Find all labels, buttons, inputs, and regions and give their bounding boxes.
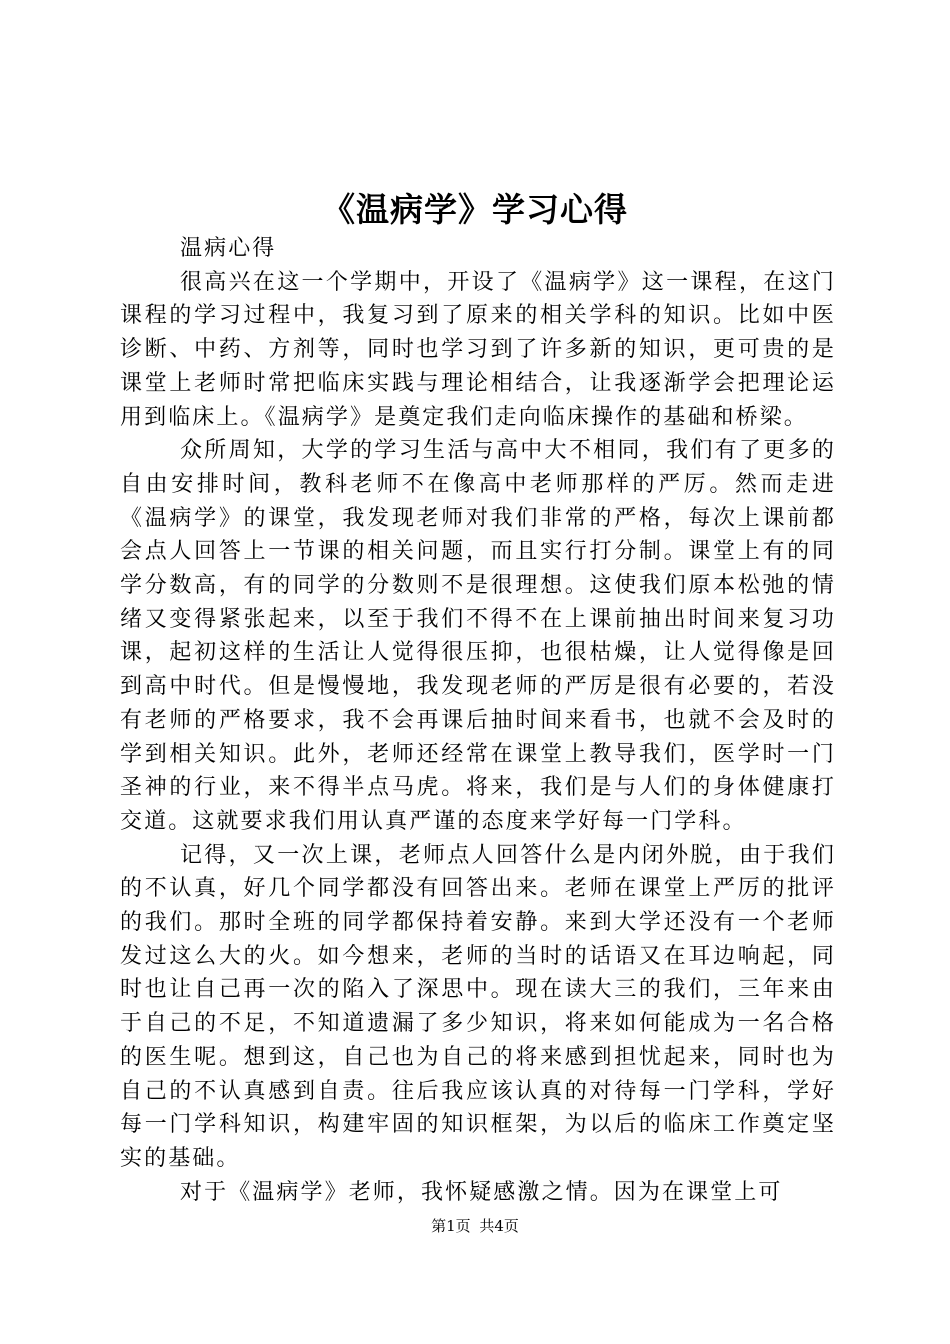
paragraph-3: 记得，又一次上课，老师点人回答什么是内闭外脱，由于我们的不认真，好几个同学都没有回答出来。老师在课堂上严厉的批评的我们。那时全班的同学都保持着安静。来到大学还没有一个老师发过这么大的火。如今想来，老师的当时的话语又在耳边响起，同时也让自己再一次的陷入了深思中。现在读大三的我们，三年来由于自己的不足，不知道遗漏了多少知识，将来如何能成为一名合格的医生呢。想到这，自己也为自己的将来感到担忧起来，同时也为自己的不认真感到自责。往后我应该认真的对待每一门学科，学好每一门学科知识，构建牢固的知识框架，为以后的临床工作奠定坚实的基础。	[120, 842, 836, 1171]
page-number: 第1页	[431, 1217, 471, 1235]
page-footer	[0, 1216, 950, 1236]
subtitle: 温病心得	[180, 236, 277, 261]
paragraph-1: 很高兴在这一个学期中，开设了《温病学》这一课程，在这门课程的学习过程中，我复习到了原来的相关学科的知识。比如中医诊断、中药、方剂等，同时也学习到了许多新的知识，更可贵的是课堂上老师时常把临床实践与理论相结合，让我逐渐学会把理论运用到临床上。《温病学》是奠定我们走向临床操作的基础和桥梁。	[120, 269, 836, 430]
document-body	[120, 232, 836, 1209]
paragraph-4: 对于《温病学》老师，我怀疑感激之情。因为在课堂上可	[180, 1179, 783, 1205]
page-title: 《温病学》学习心得	[322, 190, 628, 229]
page-total: 共4页	[479, 1217, 519, 1235]
paragraph-2: 众所周知，大学的学习生活与高中大不相同，我们有了更多的自由安排时间，教科老师不在像高中老师那样的严厉。然而走进《温病学》的课堂，我发现老师对我们非常的严格，每次上课前都会点人回答上一节课的相关问题，而且实行打分制。课堂上有的同学分数高，有的同学的分数则不是很理想。这使我们原本松弛的情绪又变得紧张起来，以至于我们不得不在上课前抽出时间来复习功课，起初这样的生活让人觉得很压抑，也很枯燥，让人觉得像是回到高中时代。但是慢慢地，我发现老师的严厉是很有必要的，若没有老师的严格要求，我不会再课后抽时间来看书，也就不会及时的学到相关知识。此外，老师还经常在课堂上教导我们，医学时一门圣神的行业，来不得半点马虎。将来，我们是与人们的身体健康打交道。这就要求我们用认真严谨的态度来学好每一门学科。	[120, 438, 836, 834]
